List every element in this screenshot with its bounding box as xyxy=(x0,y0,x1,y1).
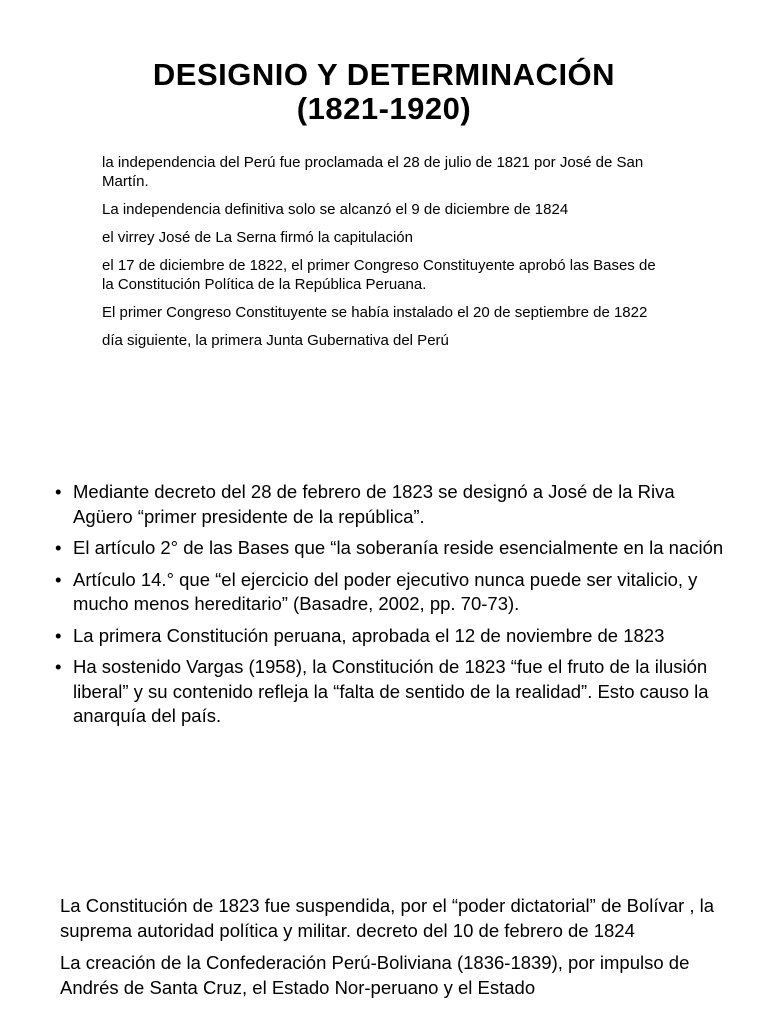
title-line-2: (1821-1920) xyxy=(296,91,472,126)
intro-paragraph: la independencia del Perú fue proclamada el 28 de julio de 1821 por José de San Martín. xyxy=(102,154,644,190)
bullet-item xyxy=(55,480,735,529)
bullet-text: El artículo 2° de las Bases que “la soberanía reside esencialmente en la nación xyxy=(73,537,724,558)
intro-paragraph: el virrey José de La Serna firmó la capitulación xyxy=(102,229,413,246)
closing-paragraph: La Constitución de 1823 fue suspendida, por el “poder dictatorial” de Bolívar , la suprema autoridad política y militar. decreto del 10 de febrero de 1824 xyxy=(60,895,715,941)
intro-paragraph: el 17 de diciembre de 1822, el primer Congreso Constituyente aprobó las Bases de la Constitución Política de la República Peruana. xyxy=(102,257,656,293)
bullet-icon: • xyxy=(55,656,62,677)
closing-paragraph: La creación de la Confederación Perú-Boliviana (1836-1839), por impulso de Andrés de Santa Cruz, el Estado Nor-peruano y el Estado xyxy=(60,952,690,998)
intro-paragraph: día siguiente, la primera Junta Gubernativa del Perú xyxy=(102,332,449,349)
bullet-text: Artículo 14.° que “el ejercicio del poder ejecutivo nunca puede ser vitalicio, y mucho menos hereditario” (Basadre, 2002, pp. 70-73). xyxy=(73,568,698,614)
title-line-1: DESIGNIO Y DETERMINACIÓN xyxy=(152,57,616,92)
bullet-icon: • xyxy=(55,481,62,502)
bullet-text: Ha sostenido Vargas (1958), la Constitución de 1823 “fue el fruto de la ilusión liberal” y su contenido refleja la “falta de sentido de la realidad”. Esto causo la anarquía del país. xyxy=(73,656,709,726)
bullet-icon: • xyxy=(55,537,62,558)
bullet-item xyxy=(55,568,735,617)
intro-section xyxy=(102,153,662,359)
bullet-text: Mediante decreto del 28 de febrero de 1823 se designó a José de la Riva Agüero “primer presidente de la república”. xyxy=(73,481,675,527)
closing-section xyxy=(60,894,740,1008)
bullet-text: La primera Constitución peruana, aprobada el 12 de noviembre de 1823 xyxy=(73,624,665,646)
bullet-icon: • xyxy=(55,624,62,646)
bullet-list xyxy=(55,480,735,736)
intro-paragraph: El primer Congreso Constituyente se había instalado el 20 de septiembre de 1822 xyxy=(102,304,648,321)
intro-paragraph: La independencia definitiva solo se alcanzó el 9 de diciembre de 1824 xyxy=(102,201,569,218)
bullet-item xyxy=(55,655,735,729)
bullet-icon: • xyxy=(55,568,62,590)
bullet-item xyxy=(55,624,735,649)
page-title xyxy=(0,58,768,126)
bullet-item xyxy=(55,536,735,561)
